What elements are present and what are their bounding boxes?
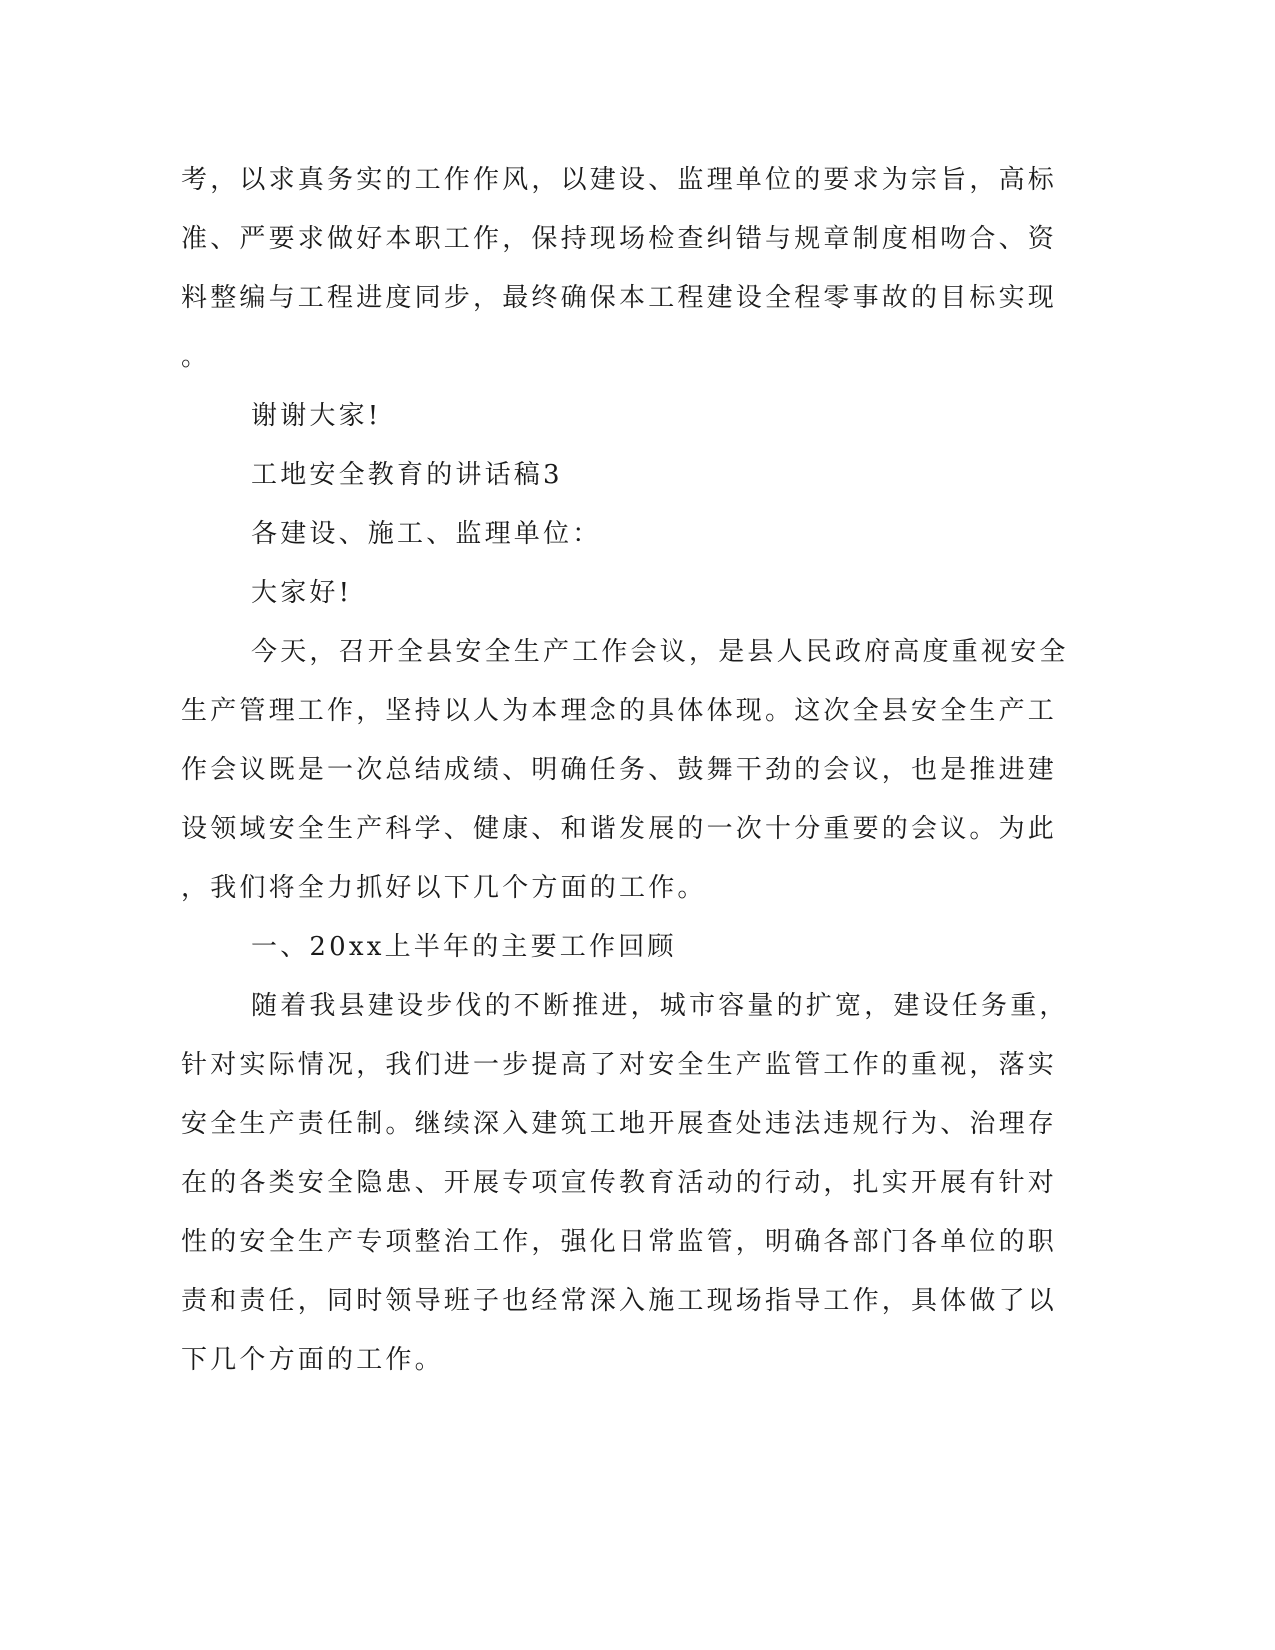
- greeting: 大家好!: [251, 578, 353, 608]
- closing-line: 谢谢大家!: [251, 401, 382, 431]
- text-line: 性的安全生产专项整治工作，强化日常监管，明确各部门各单位的职: [181, 1227, 1058, 1257]
- subsection-heading: 一、20xx上半年的主要工作回顾: [251, 932, 677, 962]
- text-line: 料整编与工程进度同步，最终确保本工程建设全程零事故的目标实现: [181, 283, 1058, 313]
- text-line: 在的各类安全隐患、开展专项宣传教育活动的行动，扎实开展有针对: [181, 1168, 1058, 1198]
- text-line: 安全生产责任制。继续深入建筑工地开展查处违法违规行为、治理存: [181, 1109, 1058, 1139]
- text-line: 准、严要求做好本职工作，保持现场检查纠错与规章制度相吻合、资: [181, 224, 1058, 254]
- text-line: 下几个方面的工作。: [181, 1345, 444, 1375]
- text-line: 今天，召开全县安全生产工作会议，是县人民政府高度重视安全: [251, 637, 1069, 667]
- text-line: ，我们将全力抓好以下几个方面的工作。: [181, 873, 707, 903]
- text-line: 责和责任，同时领导班子也经常深入施工现场指导工作，具体做了以: [181, 1286, 1058, 1316]
- text-line: 针对实际情况，我们进一步提高了对安全生产监管工作的重视，落实: [181, 1050, 1058, 1080]
- text-line: 随着我县建设步伐的不断推进，城市容量的扩宽，建设任务重，: [251, 991, 1069, 1021]
- text-line: 。: [181, 342, 211, 372]
- salutation: 各建设、施工、监理单位：: [251, 519, 602, 549]
- section-title: 工地安全教育的讲话稿3: [251, 460, 563, 490]
- text-line: 考，以求真务实的工作作风，以建设、监理单位的要求为宗旨，高标: [181, 165, 1058, 195]
- text-line: 作会议既是一次总结成绩、明确任务、鼓舞干劲的会议，也是推进建: [181, 755, 1058, 785]
- text-line: 生产管理工作，坚持以人为本理念的具体体现。这次全县安全生产工: [181, 696, 1058, 726]
- text-line: 设领域安全生产科学、健康、和谐发展的一次十分重要的会议。为此: [181, 814, 1058, 844]
